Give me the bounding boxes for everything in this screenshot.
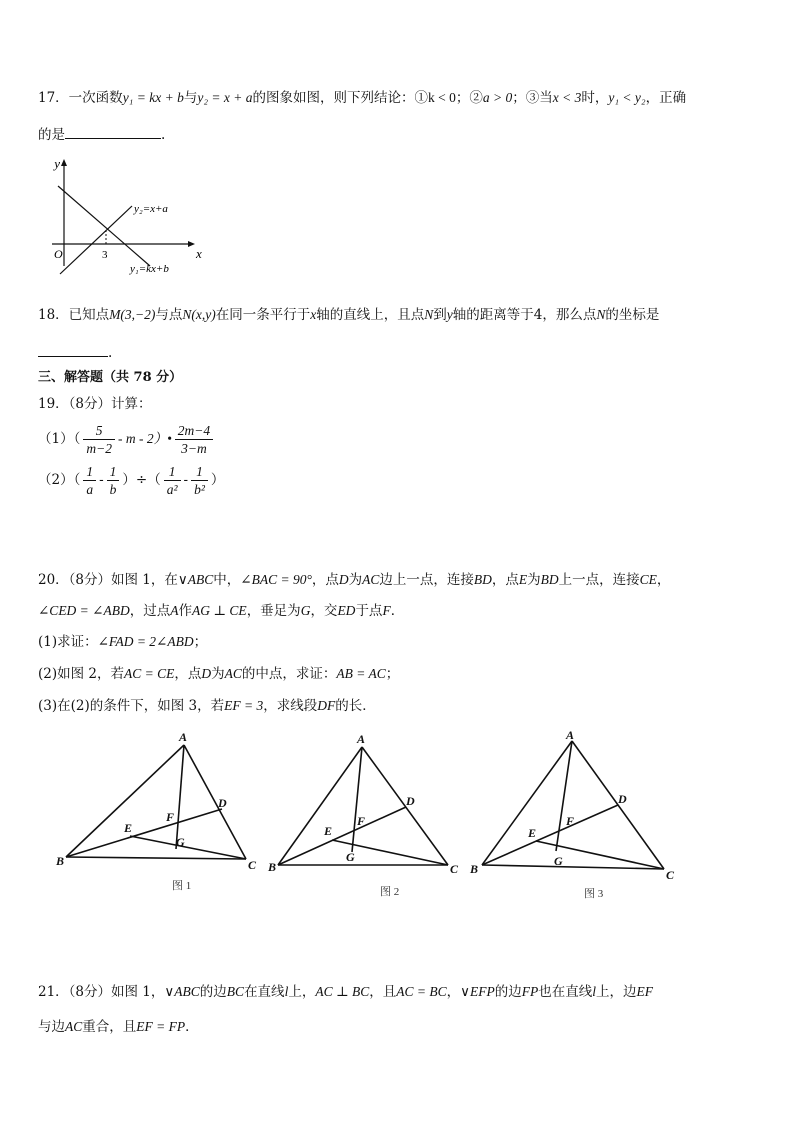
q19-text: - m - 2）• [117,431,172,446]
q20-math: G [300,603,311,618]
label-D: D [618,792,627,806]
q17-conclusion-3: y₁ < y₂ [608,90,646,105]
q19-text: - [183,472,189,488]
q21-text: 上， [288,984,316,1000]
q20-text: ，求线段 [263,698,318,714]
q21-text: 上，边 [596,984,637,1000]
q21-text: 在直线 [244,984,285,1000]
q18-text: 轴的直线上，且点 [316,307,425,323]
numerator: 1 [83,463,96,481]
q20-text: ，点 [491,572,519,588]
q20-math: AB = AC [336,666,386,681]
label-E: E [528,826,537,840]
label-y2: y₂=x+a [134,203,168,215]
q17-conclusion-1: k < 0 [427,90,456,105]
point-n: N(x,y) [182,307,216,322]
q19-title: 19．（8分）计算： [38,396,152,412]
q20-text: ； [385,666,400,682]
q20-math: D [338,572,349,587]
label-A: A [566,728,575,742]
label-B: B [470,862,479,876]
q20-text: (2)如图 2，若 [38,666,125,682]
q20-text: 上一点，连接 [558,572,640,588]
q17-line1 [38,88,686,108]
q18-text: 在同一条平行于 [215,307,311,323]
q20-text: 的长． [335,698,376,714]
answer-blank[interactable] [38,342,108,357]
denominator: 3−m [181,441,207,456]
label-F: F [357,814,366,828]
q19-text: ） [210,472,225,488]
q20-math: E [518,572,528,587]
denominator: a [86,482,94,497]
q20-sub2 [38,664,399,684]
q17-text: 的是 [38,127,65,143]
caption-fig3: 图 3 [584,888,604,900]
label-3: 3 [102,249,108,261]
q17-conclusion-3-cond: x < 3 [552,90,582,105]
label-E: E [324,824,333,838]
q18-text: . [108,345,113,361]
q21-text: ，且 [369,984,397,1000]
q20-math: ∠FAD = 2∠ABD [97,634,194,649]
caption-fig1: 图 1 [172,880,192,892]
label-F: F [566,814,575,828]
var-x: x [310,307,317,322]
q20-text: 中， [213,572,241,588]
q20-text: 为 [527,572,541,588]
q20-math: AC [362,572,380,587]
q20-sub3 [38,696,376,716]
q20-text: ，点 [174,666,202,682]
q19-part2 [38,462,224,498]
q21-math: l [592,984,597,999]
q20-math: A [170,603,179,618]
label-F: F [166,810,175,824]
q17-text: ；③当 [512,90,553,106]
q17-text: . [161,127,166,143]
q18-line1 [38,305,659,325]
q20-text: 为 [348,572,363,588]
figure-2 [278,747,448,865]
q20-math: ED [337,603,356,618]
label-A: A [357,732,366,746]
q21-text: 重合，且 [82,1019,137,1035]
label-C: C [666,868,675,882]
q21-text: 的边 [494,984,522,1000]
q17-text: ，正确 [645,90,687,106]
label-origin: O [54,247,63,261]
q20-line1 [38,570,670,590]
numerator: 2m−4 [175,422,213,440]
q20-math: ∠BAC = 90° [240,572,312,587]
q17-text: 的图象如图，则下列结论：① [252,90,428,106]
q17-formula-y2: y₂ = x + a [197,90,253,105]
numerator: 1 [191,463,208,481]
q21-math: l [284,984,289,999]
q21-math: AC ⊥ BC [315,984,370,999]
var-n: N [596,307,606,322]
q19-text: - [99,472,104,488]
q18-text: 轴的距离等于4，那么点 [452,307,597,323]
fraction [191,463,208,498]
q21-math: EF = FP [136,1019,186,1034]
label-G: G [346,850,355,864]
section-title: 三、解答题（共 78 分） [38,370,183,385]
fraction [83,463,96,498]
q18-text: 到 [433,307,447,323]
q17-formula-y1: y₁ = kx + b [122,90,184,105]
q18-text: 18．已知点 [38,307,110,323]
label-x: x [196,246,202,261]
q20-text: (1)求证： [38,634,98,650]
q17-text: ；② [455,90,483,106]
label-B: B [268,860,277,874]
q21-math: EF [636,984,654,999]
q21-text: ， [446,984,461,1000]
fraction [107,463,120,498]
q20-math: BD [473,572,492,587]
x-axis-arrow [188,241,195,247]
q20-text: 为 [211,666,225,682]
q21-math: ∨ABC [164,984,200,999]
label-D: D [406,794,415,808]
denominator: b [109,482,117,497]
q21-text: 的边 [199,984,227,1000]
q20-text: ． [390,603,405,619]
q20-math: CE [639,572,657,587]
q20-math: D [201,666,212,681]
q20-text: ； [193,634,208,650]
y-axis-arrow [61,159,67,166]
q20-text: 作 [178,603,192,619]
q20-math: F [382,603,391,618]
label-G: G [176,835,185,849]
q20-text: (3)在(2)的条件下，如图 3，若 [38,698,225,714]
q21-line1 [38,982,653,1002]
q20-text: ，交 [310,603,338,619]
numerator: 1 [164,463,181,481]
label-y1: y₁=kx+b [130,263,169,275]
q21-text: 与边 [38,1019,65,1035]
q17-text: 时， [581,90,609,106]
q20-text: 20．（8分）如图 1，在 [38,572,178,588]
numerator: 1 [107,463,120,481]
q20-text: ，过点 [129,603,171,619]
var-y: y [446,307,453,322]
denominator: a² [166,482,178,497]
var-n: N [424,307,434,322]
q20-math: AG ⊥ CE [191,603,247,618]
label-A: A [179,730,188,744]
q20-figures [0,725,794,905]
q21-math: BC [226,984,245,999]
denominator: m−2 [86,441,112,456]
point-m: M(3,−2) [109,307,156,322]
q17-text: 17．一次函数 [38,90,123,106]
q17-graph [46,156,206,276]
q21-math: AC [65,1019,83,1034]
fraction [175,422,213,457]
q20-math: AC = CE [124,666,175,681]
caption-fig2: 图 2 [380,886,400,898]
q20-sub1 [38,632,207,652]
q20-text: ，垂足为 [246,603,301,619]
q21-math: ∨EFP [460,984,495,999]
q19-text: （2）（ [38,472,81,488]
q18-line2 [38,342,112,363]
label-y: y [54,156,60,171]
q21-text: 也在直线 [538,984,593,1000]
q21-math: FP [521,984,539,999]
label-C: C [248,858,257,872]
q21-line2 [38,1017,199,1037]
fraction [164,463,181,498]
q20-math: ∠CED = ∠ABD [38,603,130,618]
q20-text: 的中点，求证： [241,666,337,682]
denominator: b² [194,482,205,497]
line-y2 [60,206,132,274]
q21-math: AC = BC [396,984,447,999]
numerator: 5 [83,422,115,440]
q18-text: 的坐标是 [605,307,660,323]
q19-text: （1）（ [38,431,81,447]
label-B: B [56,854,65,868]
q20-math: ∨ABC [177,572,214,587]
q20-math: DF [317,698,336,713]
label-E: E [124,821,133,835]
q18-text: 与点 [155,307,183,323]
q21-text: ． [185,1019,199,1035]
q20-text: ，点 [311,572,339,588]
q19-text: ）÷（ [122,472,161,488]
figure-3 [482,741,664,869]
q17-conclusion-2: a > 0 [482,90,513,105]
label-C: C [450,862,459,876]
q19-part1 [38,421,216,457]
fraction [83,422,115,457]
q20-text: 于点 [355,603,383,619]
q20-math: EF = 3 [224,698,264,713]
label-D: D [218,796,227,810]
q20-math: BD [540,572,559,587]
q17-text: 与 [183,90,198,106]
label-G: G [554,854,563,868]
q20-text: 边上一点，连接 [379,572,474,588]
q20-text: ， [656,572,671,588]
q20-line2 [38,601,404,621]
answer-blank[interactable] [65,124,161,139]
q20-math: AC [224,666,242,681]
q17-line2 [38,124,165,145]
q21-text: 21．（8分）如图 1， [38,984,165,1000]
